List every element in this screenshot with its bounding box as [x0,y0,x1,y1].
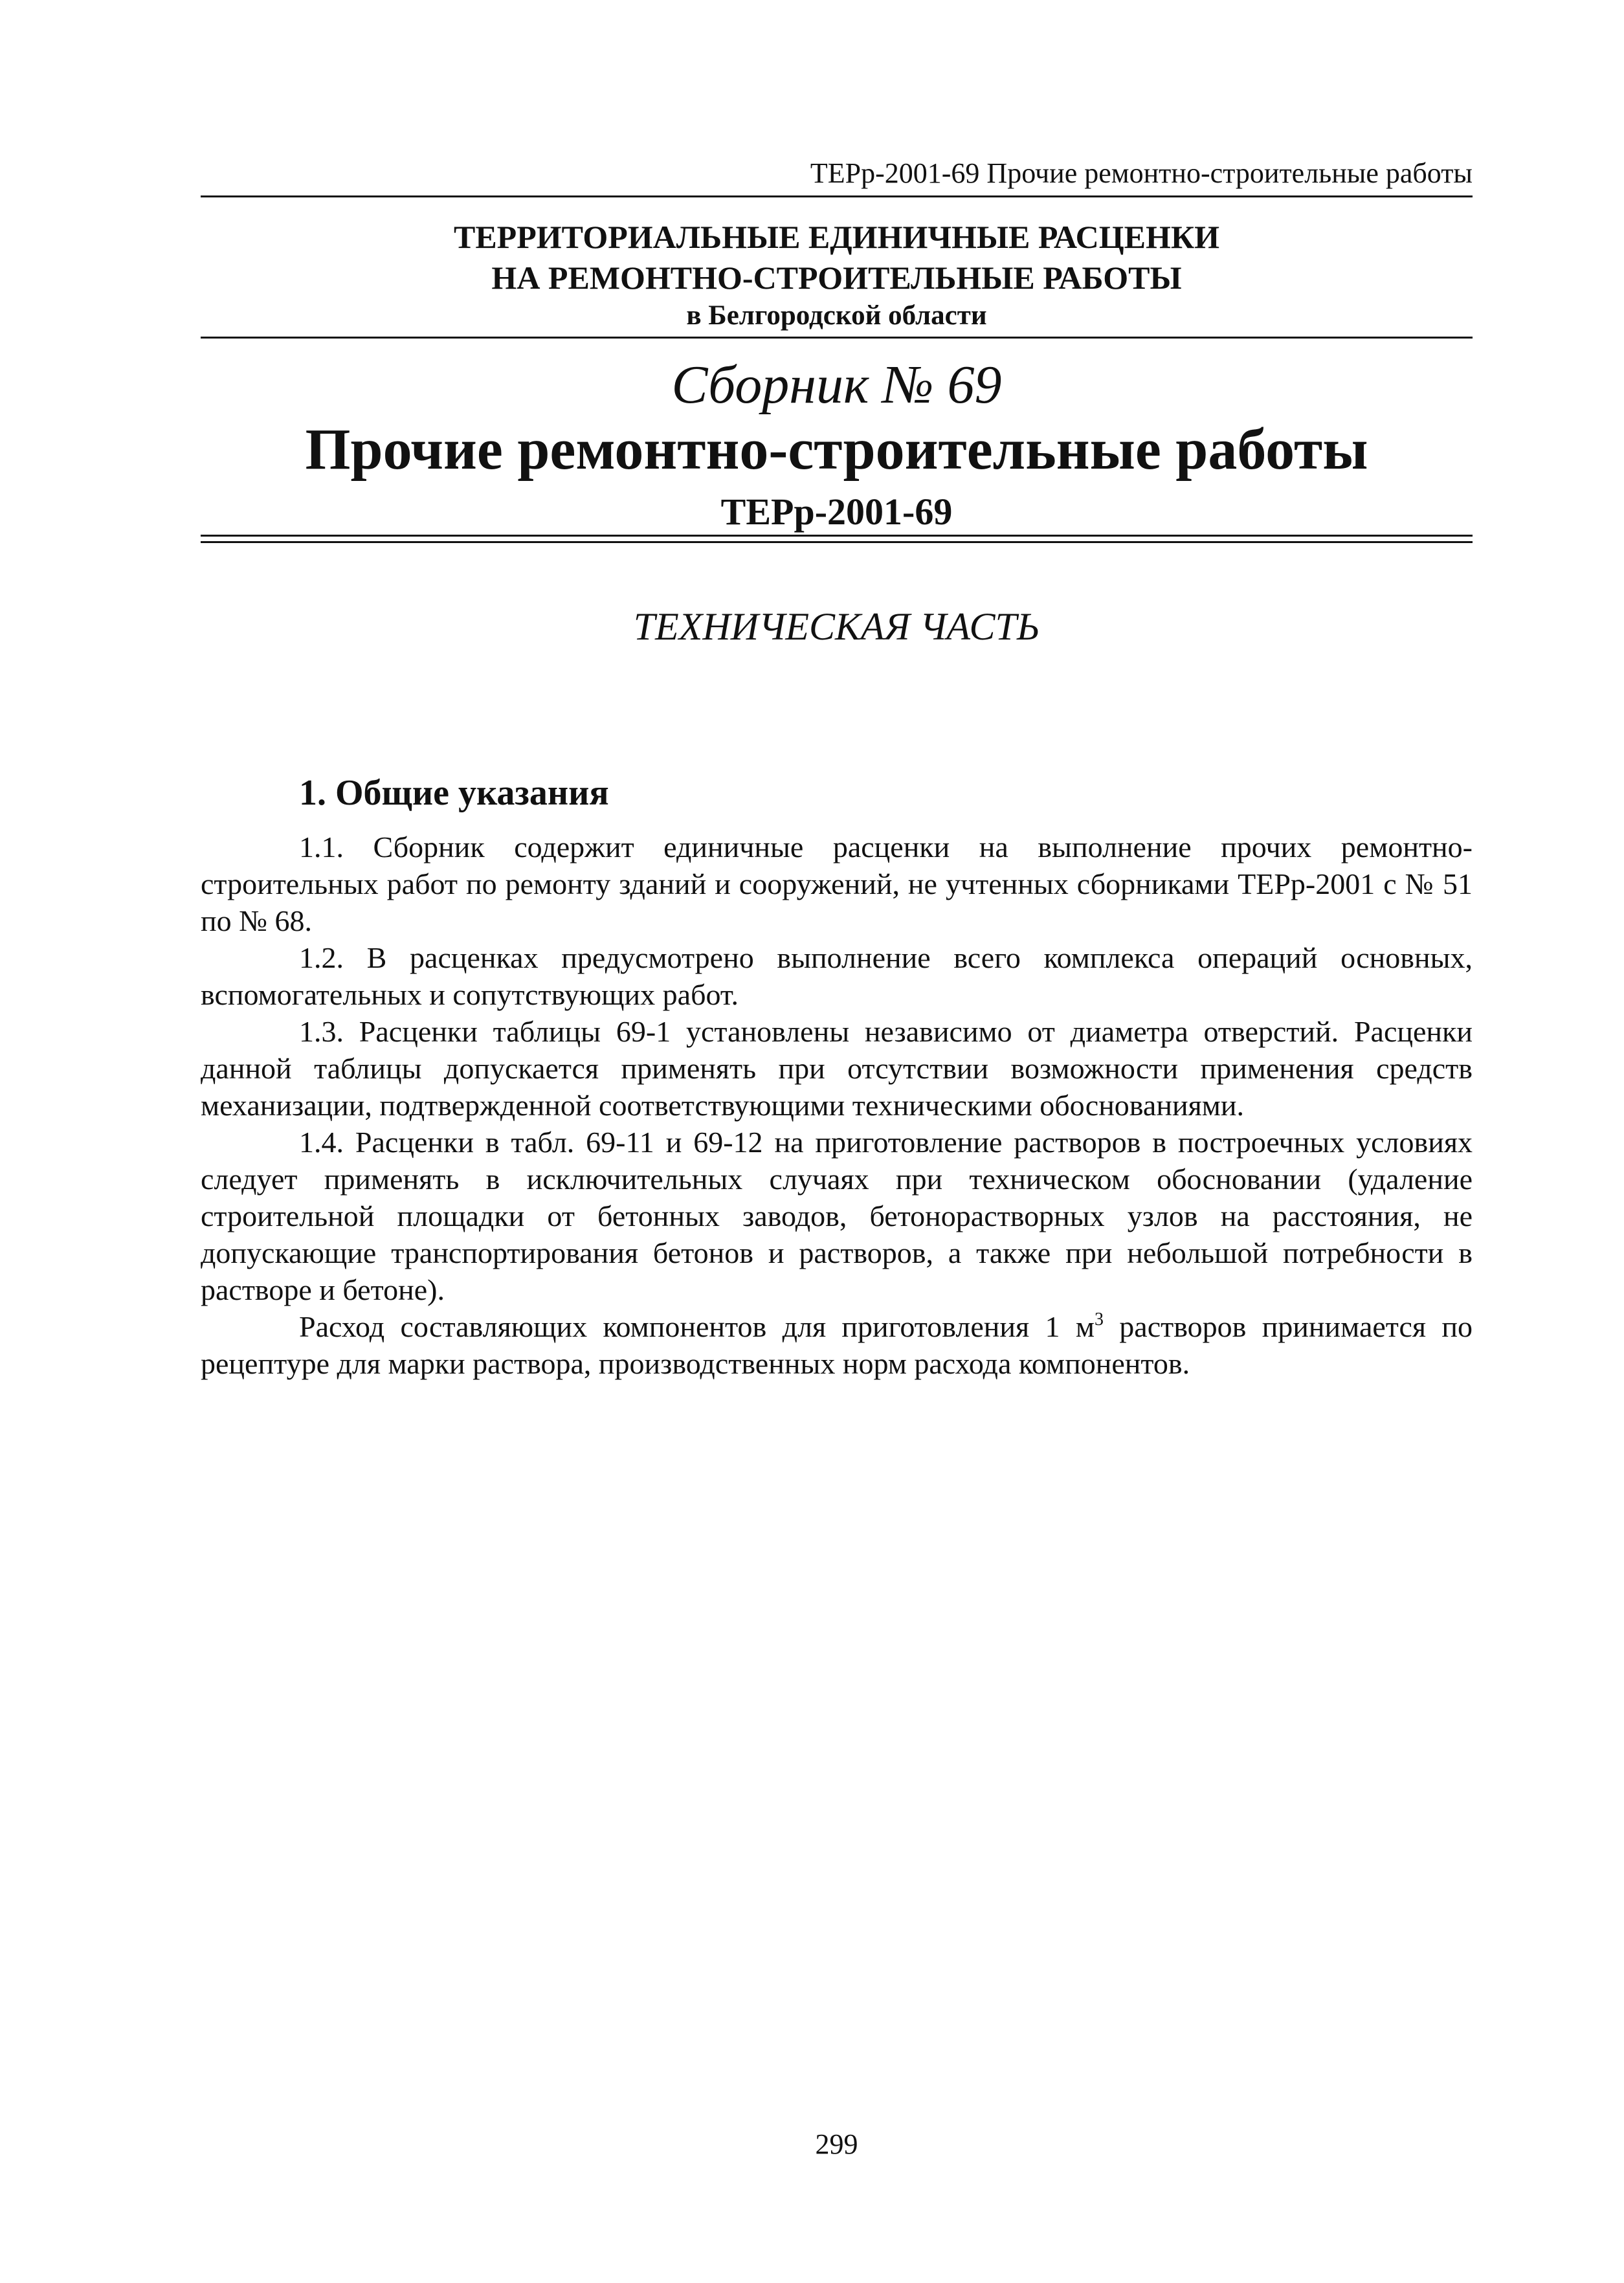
paragraph-1-1: 1.1. Сборник содержит единичные расценки на выполнение прочих ремонтно-строительных работ по ремонту зданий и сооружений, не учтенных сборниками ТЕРр-2001 с № 51 по № 68. [201,830,1473,937]
running-header: ТЕРр-2001-69 Прочие ремонтно-строительные работы [810,157,1473,189]
technical-part-heading: ТЕХНИЧЕСКАЯ ЧАСТЬ [633,605,1040,648]
cubic-superscript: 3 [1094,1309,1104,1330]
paragraph-consumption-start: Расход составляющих компонентов для приготовления 1 м [299,1310,1095,1343]
title-line-1: ТЕРРИТОРИАЛЬНЫЕ ЕДИНИЧНЫЕ РАСЦЕНКИ [453,219,1220,255]
title-line-2: НА РЕМОНТНО-СТРОИТЕЛЬНЫЕ РАБОТЫ [491,260,1182,296]
double-rule-top [201,535,1473,537]
collection-name: Прочие ремонтно-строительные работы [305,418,1368,482]
paragraph-1-4: 1.4. Расценки в табл. 69-11 и 69-12 на приготовление растворов в построечных условиях следует применять в исключительных случаях при техническом обосновании (удаление строительной площадки от бетонных заводов, бетонорастворных узлов на расстояния, не допускающие транспортирования бетонов и растворов, а также при небольшой потребности в растворе и бетоне). [201,1126,1473,1306]
section-heading: 1. Общие указания [299,773,609,813]
header-rule [201,195,1473,197]
collection-number: Сборник № 69 [671,355,1002,415]
paragraph-consumption-end: растворов принимается по рецептуре для марки раствора, производственных норм расхода компонентов. [201,1310,1473,1380]
paragraph-1-2: 1.2. В расценках предусмотрено выполнение всего комплекса операций основных, вспомогательных и сопутствующих работ. [201,941,1473,1011]
collection-code: ТЕРр-2001-69 [720,491,953,533]
title-line-3: в Белгородской области [686,300,987,331]
paragraph-consumption [201,1308,1473,1382]
double-rule-bottom [201,541,1473,543]
section-body [201,829,1473,1382]
title-rule [201,337,1473,339]
paragraph-1-3: 1.3. Расценки таблицы 69-1 установлены независимо от диаметра отверстий. Расценки данной таблицы допускается применять при отсутствии возможности применения средств механизации, подтвержденной соответствующими техническими обоснованиями. [201,1015,1473,1122]
page-number: 299 [815,2128,858,2160]
